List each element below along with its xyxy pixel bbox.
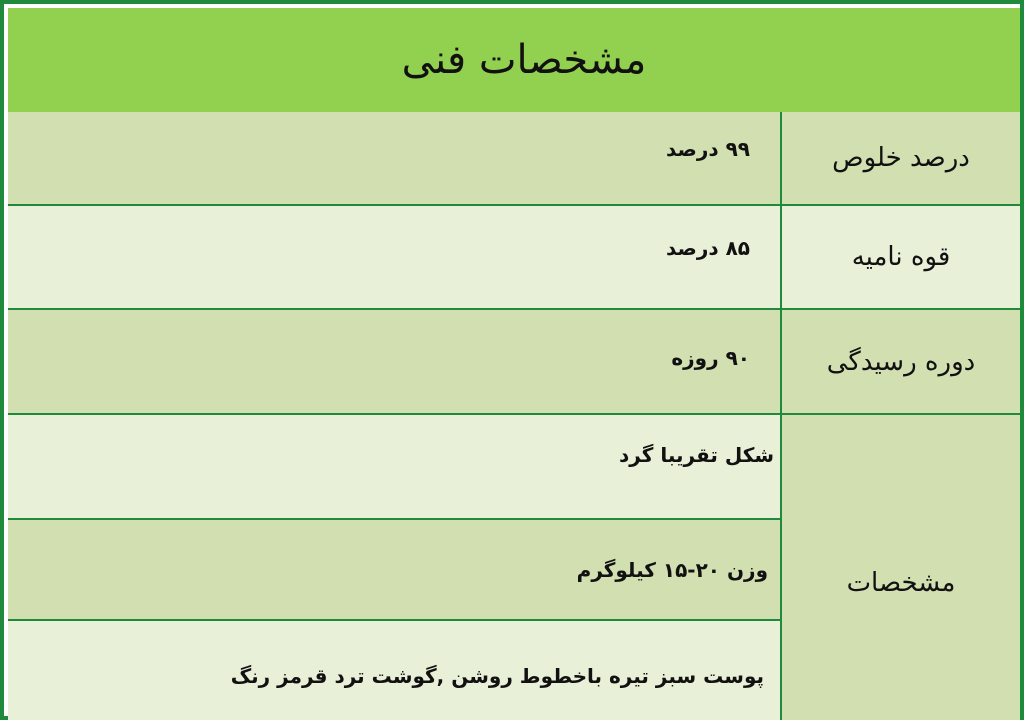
label-germination: قوه نامیه (782, 206, 1020, 308)
table-header (8, 8, 1020, 112)
label-specs: مشخصات (782, 415, 1020, 720)
label-purity: درصد خلوص (782, 112, 1020, 204)
row-divider (8, 518, 782, 520)
row-divider (8, 619, 782, 621)
value-germination: ۸۵ درصد (8, 206, 782, 308)
row-divider (8, 413, 1020, 415)
label-maturity: دوره رسیدگی (782, 310, 1020, 413)
table-title: مشخصات فنی (401, 37, 647, 83)
value-purity: ۹۹ درصد (8, 112, 782, 204)
spec-item-shape: شکل تقریبا گرد (8, 415, 782, 518)
column-divider (780, 112, 782, 720)
spec-item-appearance: پوست سبز تیره باخطوط روشن ,گوشت ترد قرمز رنگ (8, 621, 782, 720)
row-divider (8, 204, 1020, 206)
spec-item-weight: وزن ۲۰-۱۵ کیلوگرم (8, 520, 782, 619)
value-maturity: ۹۰ روزه (8, 310, 782, 413)
row-divider (8, 308, 1020, 310)
